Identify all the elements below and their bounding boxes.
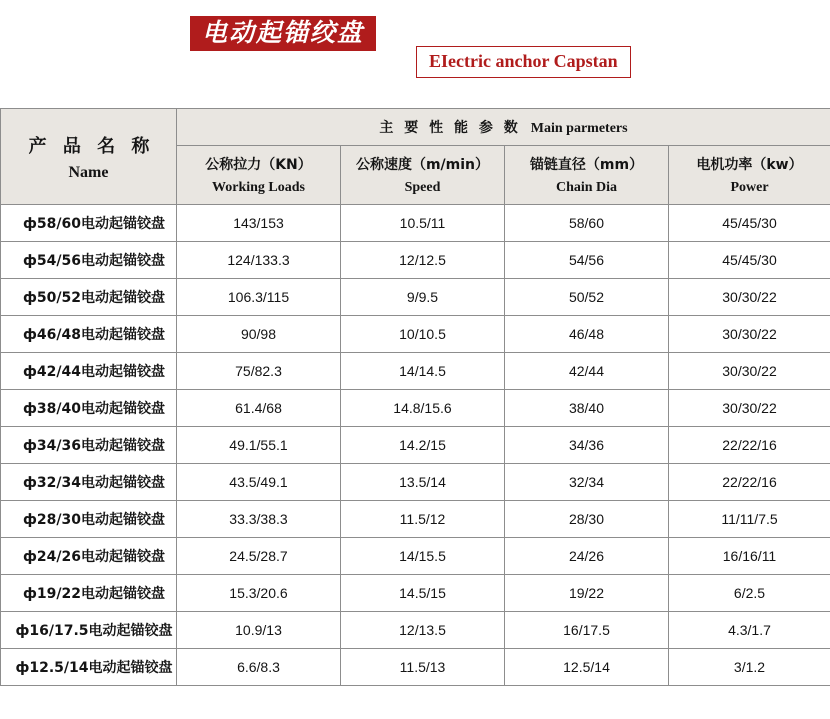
- cell-speed: 12/12.5: [341, 242, 505, 279]
- cell-power: 22/22/16: [669, 464, 830, 501]
- cell-chain-dia: 42/44: [505, 353, 669, 390]
- cell-speed: 14.8/15.6: [341, 390, 505, 427]
- cell-chain-dia: 46/48: [505, 316, 669, 353]
- column-header-chain-dia-en: Chain Dia: [555, 180, 618, 195]
- cell-power: 30/30/22: [669, 390, 830, 427]
- cell-working-loads: 75/82.3: [177, 353, 341, 390]
- cell-chain-dia: 12.5/14: [505, 649, 669, 686]
- column-header-working-loads: [177, 146, 341, 205]
- cell-working-loads: 106.3/115: [177, 279, 341, 316]
- table-row: [1, 427, 830, 464]
- table-row: [1, 353, 830, 390]
- cell-power: 30/30/22: [669, 353, 830, 390]
- column-header-working-loads-en: Working Loads: [212, 180, 305, 195]
- cell-product-name: ф32/34电动起锚铰盘: [1, 464, 177, 501]
- cell-power: 3/1.2: [669, 649, 830, 686]
- cell-product-name: ф12.5/14电动起锚铰盘: [1, 649, 177, 686]
- cell-product-name: ф46/48电动起锚铰盘: [1, 316, 177, 353]
- cell-chain-dia: 34/36: [505, 427, 669, 464]
- group-header-cn: 主 要 性 能 参 数: [379, 120, 521, 136]
- column-header-power-en: Power: [730, 180, 769, 195]
- cell-chain-dia: 38/40: [505, 390, 669, 427]
- cell-speed: 9/9.5: [341, 279, 505, 316]
- cell-chain-dia: 58/60: [505, 205, 669, 242]
- table-row: [1, 649, 830, 686]
- cell-working-loads: 6.6/8.3: [177, 649, 341, 686]
- cell-chain-dia: 16/17.5: [505, 612, 669, 649]
- table-row: [1, 205, 830, 242]
- cell-working-loads: 143/153: [177, 205, 341, 242]
- cell-power: 6/2.5: [669, 575, 830, 612]
- cell-product-name: ф28/30电动起锚铰盘: [1, 501, 177, 538]
- cell-power: 30/30/22: [669, 316, 830, 353]
- group-header-en: Main parmeters: [530, 121, 628, 136]
- cell-chain-dia: 19/22: [505, 575, 669, 612]
- cell-product-name: ф19/22电动起锚铰盘: [1, 575, 177, 612]
- column-header-speed-en: Speed: [404, 180, 441, 195]
- table-row: [1, 538, 830, 575]
- cell-product-name: ф58/60电动起锚铰盘: [1, 205, 177, 242]
- cell-chain-dia: 28/30: [505, 501, 669, 538]
- cell-chain-dia: 50/52: [505, 279, 669, 316]
- product-title-english: EIectric anchor Capstan: [416, 46, 631, 78]
- cell-working-loads: 10.9/13: [177, 612, 341, 649]
- cell-power: 30/30/22: [669, 279, 830, 316]
- column-header-speed-cn: 公称速度（m/min）: [355, 157, 490, 173]
- table-body: [1, 205, 830, 686]
- group-header-main-parameters: [177, 109, 830, 146]
- table-head: [1, 109, 830, 205]
- column-header-power-cn: 电机功率（kw）: [696, 157, 803, 173]
- cell-speed: 14/15.5: [341, 538, 505, 575]
- table-group-header-row: [1, 109, 830, 146]
- cell-power: 22/22/16: [669, 427, 830, 464]
- table-row: [1, 242, 830, 279]
- table-row: [1, 575, 830, 612]
- column-header-chain-dia: [505, 146, 669, 205]
- cell-working-loads: 49.1/55.1: [177, 427, 341, 464]
- cell-working-loads: 124/133.3: [177, 242, 341, 279]
- cell-product-name: ф24/26电动起锚铰盘: [1, 538, 177, 575]
- cell-power: 16/16/11: [669, 538, 830, 575]
- cell-working-loads: 24.5/28.7: [177, 538, 341, 575]
- cell-chain-dia: 32/34: [505, 464, 669, 501]
- cell-speed: 12/13.5: [341, 612, 505, 649]
- column-header-power: [669, 146, 830, 205]
- column-header-name-en: Name: [68, 163, 109, 181]
- cell-working-loads: 43.5/49.1: [177, 464, 341, 501]
- cell-working-loads: 33.3/38.3: [177, 501, 341, 538]
- cell-product-name: ф50/52电动起锚铰盘: [1, 279, 177, 316]
- column-header-name: [1, 109, 177, 205]
- cell-chain-dia: 24/26: [505, 538, 669, 575]
- cell-speed: 10/10.5: [341, 316, 505, 353]
- column-header-name-cn: 产 品 名 称: [28, 135, 155, 157]
- specification-table: [0, 108, 830, 686]
- cell-product-name: ф38/40电动起锚铰盘: [1, 390, 177, 427]
- table-row: [1, 464, 830, 501]
- cell-product-name: ф54/56电动起锚铰盘: [1, 242, 177, 279]
- cell-speed: 14.5/15: [341, 575, 505, 612]
- cell-speed: 10.5/11: [341, 205, 505, 242]
- cell-working-loads: 61.4/68: [177, 390, 341, 427]
- cell-speed: 11.5/13: [341, 649, 505, 686]
- table-row: [1, 390, 830, 427]
- title-block: [0, 0, 830, 108]
- cell-power: 45/45/30: [669, 242, 830, 279]
- cell-speed: 13.5/14: [341, 464, 505, 501]
- column-header-speed: [341, 146, 505, 205]
- table-row: [1, 612, 830, 649]
- cell-working-loads: 90/98: [177, 316, 341, 353]
- column-header-working-loads-cn: 公称拉力（KN）: [205, 157, 312, 173]
- cell-power: 11/11/7.5: [669, 501, 830, 538]
- table-row: [1, 501, 830, 538]
- table-row: [1, 316, 830, 353]
- table-row: [1, 279, 830, 316]
- column-header-chain-dia-cn: 锚链直径（mm）: [529, 157, 644, 173]
- cell-speed: 14.2/15: [341, 427, 505, 464]
- cell-power: 4.3/1.7: [669, 612, 830, 649]
- cell-speed: 14/14.5: [341, 353, 505, 390]
- cell-power: 45/45/30: [669, 205, 830, 242]
- cell-working-loads: 15.3/20.6: [177, 575, 341, 612]
- cell-speed: 11.5/12: [341, 501, 505, 538]
- product-title-chinese: 电动起锚绞盘: [190, 16, 376, 51]
- cell-product-name: ф42/44电动起锚铰盘: [1, 353, 177, 390]
- cell-chain-dia: 54/56: [505, 242, 669, 279]
- cell-product-name: ф34/36电动起锚铰盘: [1, 427, 177, 464]
- cell-product-name: ф16/17.5电动起锚铰盘: [1, 612, 177, 649]
